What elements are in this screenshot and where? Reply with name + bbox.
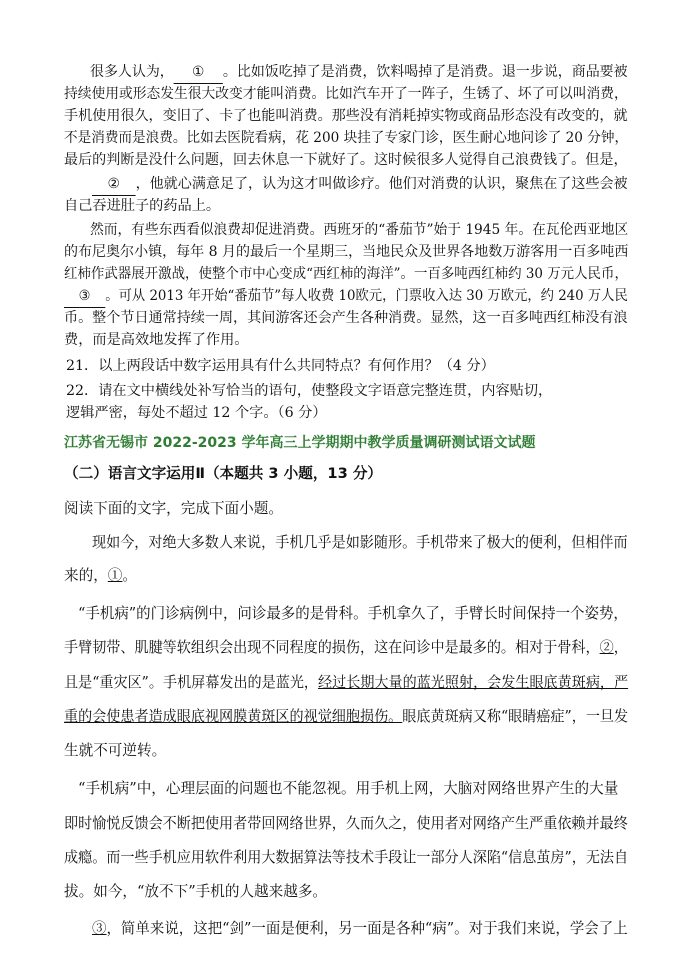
passage1-line: 持续使用或形态发生很大改变才能叫消费。比如汽车开了一阵子，生锈了、坏了可以叫消费， [64,86,628,102]
blank-3: ③ [64,285,105,308]
passage1-line: 很多人认为， ① 。比如饭吃掉了是消费，饮料喝掉了是消费。退一步说，商品要被 [90,61,628,84]
section2-line: 生就不可逆转。 [64,742,167,759]
passage1-line: ③ 。可从 2013 年开始“番茄节”每人收费 10欧元，门票收入达 30 万欧元，约 240 万人民 [64,285,628,308]
section2-line: 成瘾。而一些手机应用软件利用大数据算法等技术手段让一部分人深陷“信息茧房”，无法自 [64,849,629,866]
section2-line: “手机病”中，心理层面的问题也不能忽视。用手机上网，大脑对网络世界产生的大量 [78,780,619,797]
blank-1: ① [174,61,223,84]
section-title: （二）语言文字运用Ⅱ（本题共 3 小题，13 分） [64,465,383,482]
section2-line: 即时愉悦反馈会不断把使用者带回网络世界，久而久之，使用者对网络产生严重依赖并最终 [64,815,628,832]
passage1-line: 自己吞进肚子的药品上。 [64,198,221,214]
section2-line: 且是“重灾区”。手机屏幕发出的是蓝光，经过长期大量的蓝光照射，会发生眼底黄斑病，严 [64,674,629,691]
passage1-line: 红柿作武器展开激战，使整个市中心变成“西红柿的海洋”。一百多吨西红柿约 30 万元人民币， [64,266,628,282]
section2-line: “手机病”的门诊病例中，问诊最多的是骨科。手机拿久了，手臂长时间保持一个姿势， [78,605,628,622]
blank-c1: ① [107,567,123,584]
blank-2: ② [92,173,136,196]
question-21: 21．以上两段话中数字运用具有什么共同特点？有何作用？（4 分） [66,358,495,374]
passage1-line: 手机使用很久，变旧了、卡了也能叫消费。那些没有消耗掉实物或商品形态没有改变的，就 [64,108,628,124]
section2-line: ③，简单来说，这把“剑”一面是便利，另一面是各种“病”。对于我们来说，学会了上 [92,920,628,937]
exam-source-heading: 江苏省无锡市 2022-2023 学年高三上学期期中教学质量调研测试语文试题 [64,435,536,451]
passage1-line: 然而，有些东西看似浪费却促进消费。西班牙的“番茄节”始于 1945 年。在瓦伦西亚地区 [90,222,629,238]
section2-line: 重的会使患者造成眼底视网膜黄斑区的视觉细胞损伤。眼底黄斑病又称“眼睛癌症”，一旦发 [64,708,629,725]
section2-line: 来的，①。 [64,567,138,584]
underlined-sentence-cont: 重的会使患者造成眼底视网膜黄斑区的视觉细胞损伤。 [64,708,403,725]
question-22-cont: 逻辑严密，每处不超过 12 个字。（6 分） [66,405,327,421]
passage1-line: 不是消费而是浪费。比如去医院看病，花 200 块挂了专家门诊，医生耐心地问诊了 20 分钟， [64,130,629,146]
passage1-line: 币。整个节日通常持续一周，其间游客还会产生各种消费。显然，这一百多吨西红柿没有浪 [64,310,628,326]
passage1-line: ② ，他就心满意足了，认为这才叫做诊疗。他们对消费的认识，聚焦在了这些会被 [92,173,628,196]
section2-line: 拔。如今，“放不下”手机的人越来越多。 [64,883,328,900]
section-intro: 阅读下面的文字，完成下面小题。 [64,500,283,517]
blank-c2: ② [599,639,614,656]
passage1-line: 最后的判断是没什么问题，回去休息一下就好了。这时候很多人觉得自己浪费钱了。但是， [64,152,628,168]
passage1-line: 的布尼奥尔小镇，每年 8 月的最后一个星期三，当地民众及世界各地数万游客用一百多吨西 [64,244,629,260]
underlined-sentence: 经过长期大量的蓝光照射，会发生眼底黄斑病，严 [318,674,629,691]
section2-line: 现如今，对绝大多数人来说，手机几乎是如影随形。手机带来了极大的便利，但相伴而 [92,534,628,551]
section2-line: 手臂韧带、肌腱等软组织会出现不同程度的损伤，这在问诊中是最多的。相对于骨科，②， [64,639,628,656]
passage1-line: 费，而是高效地发挥了作用。 [64,332,249,348]
blank-c3: ③ [92,920,107,937]
question-22: 22．请在文中横线处补写恰当的语句，使整段文字语意完整连贯，内容贴切， [66,383,553,399]
